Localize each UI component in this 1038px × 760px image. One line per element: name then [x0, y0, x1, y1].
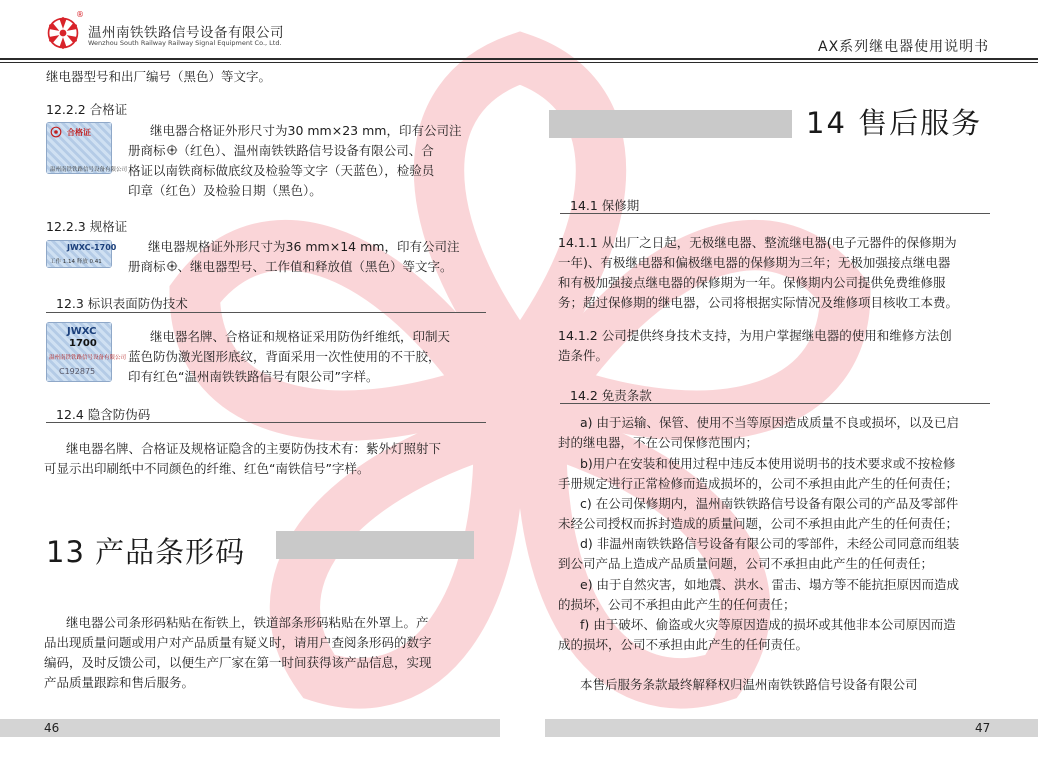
s1223-line2a: 册商标 [128, 259, 166, 274]
trademark-icon [166, 260, 178, 272]
s1222-line2 [128, 141, 434, 161]
s1223-line2 [128, 257, 453, 277]
section-12-2-2-heading: 12.2.2 合格证 [46, 102, 128, 117]
s1411-line1: 14.1.1 从出厂之日起，无极继电器、整流继电器(电子元器件的保修期为 [558, 235, 957, 250]
company-name-cn: 温州南铁铁路信号设备有限公司 [88, 25, 284, 41]
s123-line1: 继电器名牌、合格证和规格证采用防伪纤维纸，印制天 [150, 329, 451, 344]
clause-e-line2: 的损坏，公司不承担由此产生的任何责任； [558, 597, 796, 612]
s1222-line3: 格证以南铁商标做底纹及检验等文字（天蓝色），检验员 [128, 163, 435, 178]
company-name-en: Wenzhou South Railway Railway Signal Equipment Co., Ltd. [88, 39, 282, 47]
registered-mark: ® [76, 10, 84, 19]
nameplate-image [46, 322, 127, 382]
section-14-2-heading: 14.2 免责条款 [570, 388, 652, 403]
s1223-line1: 继电器规格证外形尺寸为36 mm×14 mm，印有公司注 [148, 239, 460, 254]
plate-model: JWXC [67, 326, 97, 337]
clause-d-line2: 到公司产品上造成产品质量问题，公司不承担由此产生的任何责任； [558, 556, 934, 571]
clause-f-line1: f) 由于破坏、偷盗或火灾等原因造成的损坏或其他非本公司原因而造 [580, 617, 956, 632]
cert-footer: 温州南铁铁路信号设备有限公司 [50, 167, 128, 173]
s1411-line3: 和有极加强接点继电器的保修期为一年。保修期内公司提供免费维修服 [558, 275, 946, 290]
s1222-line4: 印章（红色）及检验日期（黑色）。 [128, 183, 322, 198]
section-12-3-heading: 12.3 标识表面防伪技术 [56, 296, 188, 311]
header-rule [0, 58, 1038, 60]
ch13-line3: 编码，及时反馈公司，以便生产厂家在第一时间获得该产品信息，实现 [44, 655, 432, 670]
footer-band-right [545, 719, 1038, 737]
section-14-1-rule [560, 213, 990, 214]
final-statement: 本售后服务条款最终解释权归温州南铁铁路信号设备有限公司 [580, 677, 918, 692]
trademark-icon [166, 144, 178, 156]
s1222-line1: 继电器合格证外形尺寸为30 mm×23 mm，印有公司注 [150, 123, 462, 138]
page-number-right: 47 [975, 721, 991, 735]
s1222-line2b: （红色）、温州南铁铁路信号设备有限公司、合 [177, 143, 434, 158]
chapter-13-bar [276, 531, 474, 559]
clause-f-line2: 成的损坏，公司不承担由此产生的任何责任。 [558, 637, 809, 652]
document-title: AX系列继电器使用说明书 [818, 39, 990, 55]
clause-c-line1: c) 在公司保修期内，温州南铁铁路信号设备有限公司的产品及零部件 [580, 496, 959, 511]
clause-b-line1: b)用户在安装和使用过程中违反本使用说明书的技术要求或不按检修 [580, 456, 956, 471]
section-12-4-heading: 12.4 隐含防伪码 [56, 407, 151, 422]
s1412-line2: 造条件。 [558, 348, 609, 363]
section-12-4-rule [46, 422, 486, 423]
s1411-line4: 务；超过保修期的继电器，公司将根据实际情况及维修项目核收工本费。 [558, 295, 959, 310]
clause-a-line2: 封的继电器，不在公司保修范围内； [558, 435, 759, 450]
s123-line3: 印有红色“温州南铁铁路信号有限公司”字样。 [128, 369, 379, 384]
clause-c-line2: 未经公司授权而拆封造成的质量问题，公司不承担由此产生的任何责任； [558, 516, 959, 531]
page-number-left: 46 [44, 721, 60, 735]
qualification-certificate-image [46, 122, 128, 174]
plate-company: 温州南铁铁路信号设备有限公司 [49, 355, 127, 361]
cert-title: 合格证 [67, 128, 91, 137]
chapter-14-title: 14 售后服务 [806, 106, 983, 140]
section-12-3-rule [46, 312, 486, 313]
intro-line: 继电器型号和出厂编号（黑色）等文字。 [46, 69, 272, 84]
clause-b-line2: 手册规定进行正常检修而造成损坏的，公司不承担由此产生的任何责任； [558, 476, 959, 491]
ch13-line2: 品出现质量问题或用户对产品质量有疑义时，请用户查阅条形码的数字 [44, 635, 432, 650]
plate-value: 1700 [69, 338, 97, 349]
specification-label-image [46, 240, 117, 268]
footer-band-left [0, 719, 500, 737]
s124-line1: 继电器名牌、合格证及规格证隐含的主要防伪技术有：紫外灯照射下 [66, 441, 442, 456]
header-rule-thin [0, 62, 1038, 63]
spec-label-model: JWXC-1700 [67, 243, 117, 252]
clause-a-line1: a) 由于运输、保管、使用不当等原因造成质量不良或损坏，以及已启 [580, 415, 960, 430]
s1222-line2a: 册商标 [128, 143, 166, 158]
chapter-14-bar [549, 110, 792, 138]
ch13-line4: 产品质量跟踪和售后服务。 [44, 675, 195, 690]
plate-serial: C192875 [59, 367, 96, 376]
cert-logo-icon [50, 126, 62, 138]
section-12-2-3-heading: 12.2.3 规格证 [46, 219, 128, 234]
chapter-13-title: 13 产品条形码 [46, 535, 246, 569]
s123-line2: 蓝色防伪激光图形底纹，背面采用一次性使用的不干胶， [128, 349, 441, 364]
spec-label-values: 工作 1.14 释放 0.41 [50, 259, 102, 265]
s124-line2: 可显示出印刷纸中不同颜色的纤维、红色“南铁信号”字样。 [44, 461, 370, 476]
section-14-2-rule [560, 403, 990, 404]
s1223-line2b: 、继电器型号、工作值和释放值（黑色）等文字。 [177, 259, 453, 274]
s1412-line1: 14.1.2 公司提供终身技术支持，为用户掌握继电器的使用和维修方法创 [558, 328, 952, 343]
company-logo-icon [46, 16, 80, 50]
ch13-line1: 继电器公司条形码粘贴在衔铁上，铁道部条形码粘贴在外罩上。产 [66, 615, 429, 630]
clause-e-line1: e) 由于自然灾害，如地震、洪水、雷击、塌方等不能抗拒原因而造成 [580, 577, 960, 592]
clause-d-line1: d) 非温州南铁铁路信号设备有限公司的零部件，未经公司同意而组装 [580, 536, 960, 551]
section-14-1-heading: 14.1 保修期 [570, 198, 640, 213]
s1411-line2: 一年)、有极继电器和偏极继电器的保修期为三年；无极加强接点继电器 [558, 255, 951, 270]
